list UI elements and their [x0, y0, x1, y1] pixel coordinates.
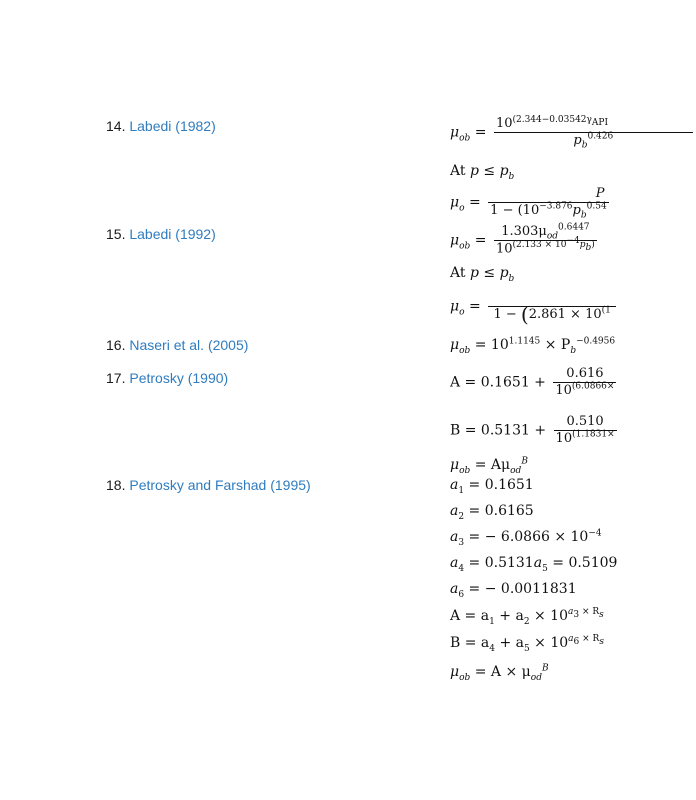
- equation-labedi82-mu-ob: $\mu_{ob}$ = $\frac{10^{(2.344-0.03542\gamma_{API}}}{p_b^{0.426}}$: [450, 116, 696, 149]
- equation-pf-a2: $a_2 = 0.6165$: [450, 503, 534, 522]
- fraction: $1 - (2.861 \times 10^{(1}$: [488, 290, 616, 323]
- row-number: 15.: [106, 226, 126, 242]
- reference-link-labedi-1992[interactable]: Labedi (1992): [129, 226, 216, 242]
- row-number: 16.: [106, 337, 126, 353]
- fraction: $\frac{1.303\mu_{od}^{0.6447}}{10^{(2.133 \times 10^{-4}p_b)}}$: [495, 222, 595, 257]
- equation-pf-a1: $a_1 = 0.1651$: [450, 477, 534, 496]
- reference-link-naseri-2005[interactable]: Naseri et al. (2005): [129, 337, 249, 353]
- equation-labedi92-mu-o: $\mu_o$ = $1 - (2.861 \times 10^{(1}$: [450, 290, 619, 323]
- equation-labedi92-mu-ob: $\mu_{ob}$ = $\frac{1.303\mu_{od}^{0.6447}}{10^{(2.133 \times 10^{-4}p_b)}}$: [450, 222, 595, 257]
- equation-pf-A: $A = a_1 + a_2 \times 10^{a_3 \times R_s}$: [450, 607, 604, 627]
- condition-at-p-le-pb-2: At $p \le p_b$: [450, 265, 515, 284]
- equation-petrosky-mu-ob: $\mu_{ob} = A\mu_{od}^B$: [450, 456, 528, 476]
- equation-pf-mu-ob: $\mu_{ob} = A \times \mu_{od}^B$: [450, 663, 549, 683]
- reference-link-petrosky-farshad-1995[interactable]: Petrosky and Farshad (1995): [129, 477, 311, 493]
- reference-row-17: [106, 370, 228, 386]
- fraction: $\frac{0.616}{10^{(6.0866\times}}$: [555, 366, 615, 398]
- reference-row-15: [106, 226, 216, 242]
- fraction: $\frac{10^{(2.344-0.03542\gamma_{API}}}{p_b^{0.426}}$: [494, 116, 693, 149]
- fraction: $\frac{P}{1 - (10^{-3.876}p_b^{0.54}}$: [490, 186, 607, 221]
- condition-at-p-le-pb: At $p \le p_b$: [450, 163, 515, 182]
- fraction: $\frac{0.510}{10^{(1.1831\times}}$: [555, 414, 615, 446]
- reference-row-18: [106, 477, 311, 493]
- reference-link-labedi-1982[interactable]: Labedi (1982): [129, 118, 216, 134]
- equation-petrosky-A: A = 0.1651 + $\frac{0.616}{10^{(6.0866\times}}$: [450, 366, 615, 398]
- equation-naseri-mu-ob: $\mu_{ob} = 10^{1.1145} \times P_b^{-0.4956}$: [450, 336, 616, 356]
- row-number: 18.: [106, 477, 126, 493]
- reference-row-14: [106, 118, 216, 134]
- reference-row-16: [106, 337, 248, 353]
- equation-labedi82-mu-o: $\mu_o$ = $\frac{P}{1 - (10^{-3.876}p_b^{0.54}}$: [450, 186, 607, 221]
- equation-pf-a6: $a_6$ = − 0.0011831: [450, 581, 577, 600]
- equation-pf-a3: $a_3$ = − $6.0866 \times 10^{-4}$: [450, 528, 602, 548]
- row-number: 14.: [106, 118, 126, 134]
- row-number: 17.: [106, 370, 126, 386]
- reference-link-petrosky-1990[interactable]: Petrosky (1990): [129, 370, 229, 386]
- equation-pf-a4-a5: $a_4 = 0.5131a_5 = 0.5109$: [450, 555, 618, 574]
- equation-pf-B: $B = a_4 + a_5 \times 10^{a_6 \times R_s}$: [450, 634, 604, 654]
- equation-petrosky-B: B = 0.5131 + $\frac{0.510}{10^{(1.1831\times}}$: [450, 414, 615, 446]
